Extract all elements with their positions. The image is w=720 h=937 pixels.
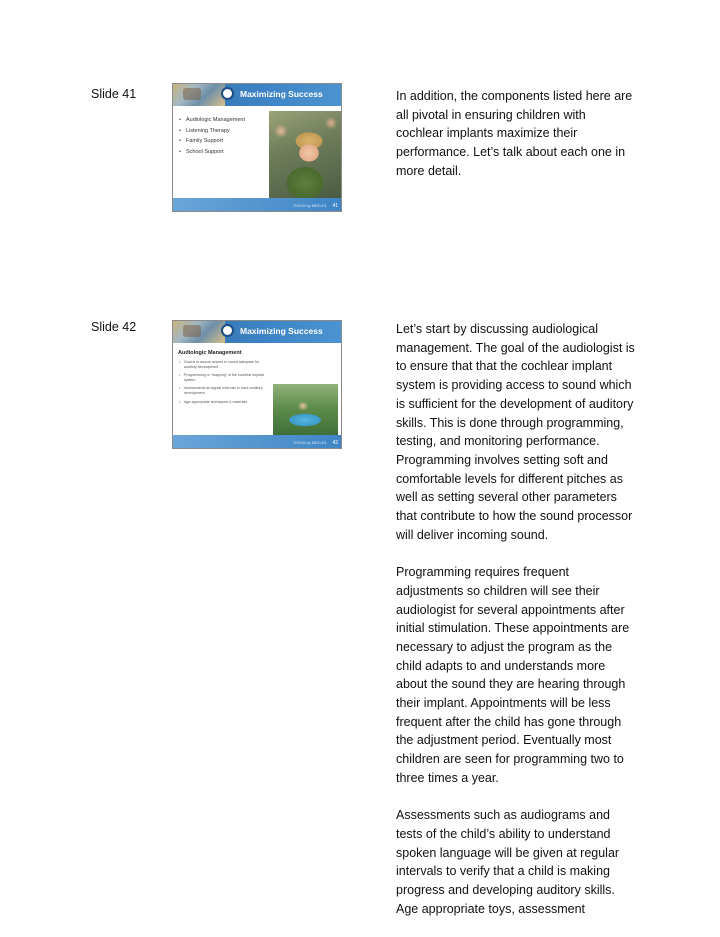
children-photo: [269, 111, 341, 198]
bullet-item: • Goal is to assure access to sound adequate for auditory development: [179, 360, 269, 369]
notes-paragraph: Let’s start by discussing audiological management. The goal of the audiologist is to ensure that that the cochlear implant system is providing access to sound which is sufficient for the development of auditory skills. This is done through programming, testing, and monitoring performance. Programming involves setting soft and comfortable levels for different pitches as well as setting several other parameters that contribute to how the sound processor will deliver incoming sound.: [396, 322, 635, 542]
bullet-item: • Listening Therapy: [179, 126, 245, 137]
slide-41-thumbnail: [172, 83, 342, 212]
slide-title: Maximizing Success: [240, 326, 323, 336]
bullet-item: • Audiologic Management: [179, 115, 245, 126]
notes-paragraph: In addition, the components listed here are all pivotal in ensuring children with cochlear implants maximize their performance. Let’s talk about each one in more detail.: [396, 89, 633, 178]
notes-paragraph: Programming requires frequent adjustments so children will see their audiologist for several appointments after initial stimulation. These appointments are necessary to adjust the program as the child adapts to and understands more about the sound they are hearing through their implant. Appointments will be less frequent after the child has gone through the adjustment period. Eventually most children are seen for programming two to three times a year.: [396, 565, 630, 785]
bullet-item: • Family Support: [179, 136, 245, 147]
notes-paragraph: Assessments such as audiograms and tests of the child’s ability to understand spoken language will be given at regular intervals to verify that a child is making progress and developing auditory skills. Age appropriate toys, assessment: [396, 808, 620, 916]
slide-41-label: Slide 41: [91, 87, 137, 101]
slide-header: [173, 321, 341, 343]
footer-copyright: ©2016 by MED-EL: [293, 203, 327, 208]
slide-42-thumbnail: [172, 320, 342, 449]
bullet-item: • Age-appropriate techniques & materials: [179, 400, 269, 405]
slide-42-label: Slide 42: [91, 320, 137, 334]
bullet-list: [179, 360, 269, 408]
header-photo: [173, 84, 225, 106]
slide-number: 41: [332, 203, 338, 209]
bullet-item: • School Support: [179, 147, 245, 158]
slide-header: [173, 84, 341, 106]
slide-title: Maximizing Success: [240, 89, 323, 99]
bullet-item: • Programming or “mapping” of the cochlear implant system: [179, 373, 269, 382]
bullet-item: • Assessments at regular intervals to track auditory development: [179, 386, 269, 395]
child-pool-photo: [273, 384, 338, 436]
logo-icon: [221, 87, 234, 100]
slide-footer: [173, 198, 341, 211]
footer-copyright: ©2016 by MED-EL: [293, 440, 327, 445]
slide-number: 42: [332, 440, 338, 446]
slide-heading: Audiologic Management: [178, 350, 242, 356]
header-photo: [173, 321, 225, 343]
slide-42-notes: [396, 320, 636, 937]
slide-41-notes: [396, 87, 636, 199]
slide-footer: [173, 435, 341, 448]
logo-icon: [221, 324, 234, 337]
bullet-list: [179, 115, 245, 157]
